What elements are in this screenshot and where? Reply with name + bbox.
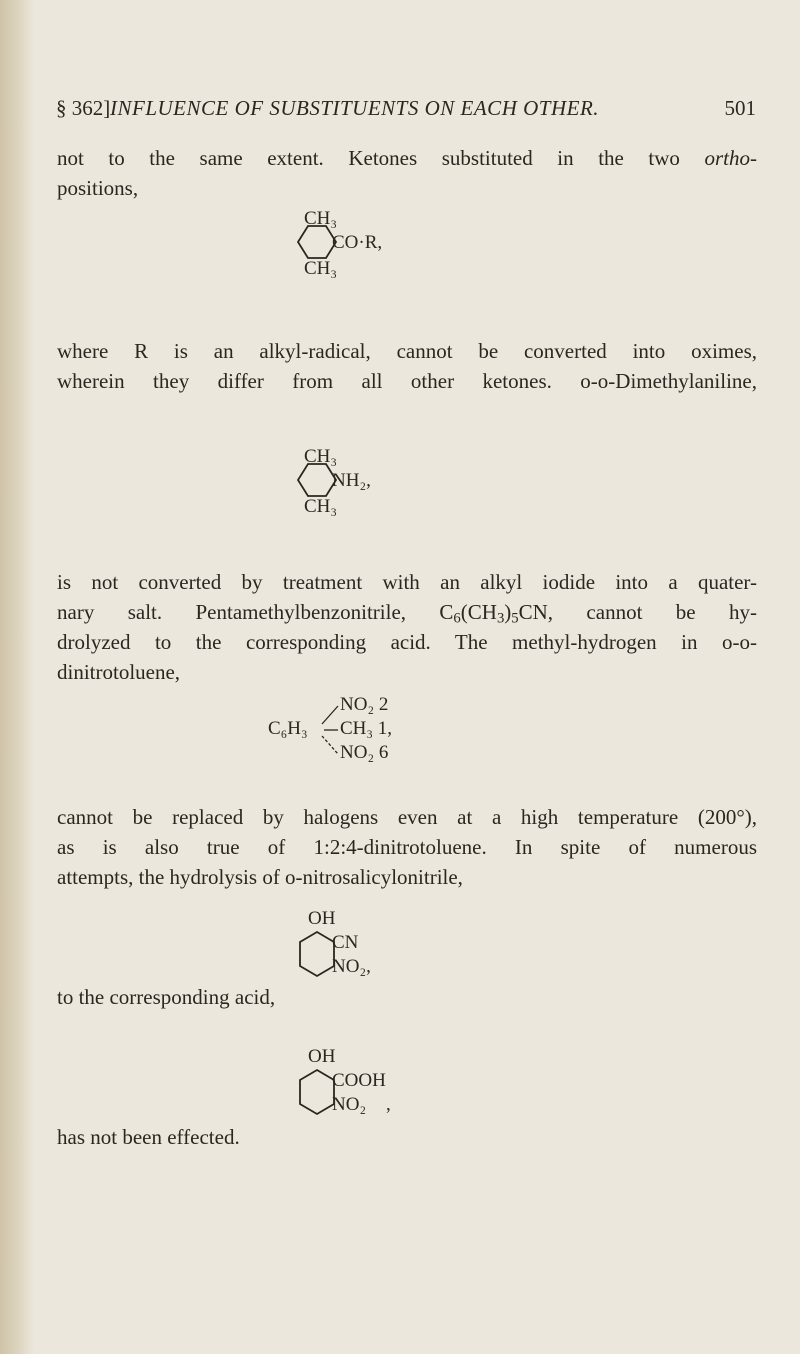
paragraph-line: positions,: [57, 176, 139, 200]
paragraph-line: dinitrotoluene,: [57, 660, 181, 684]
methyl-group-1: CH₃ 1,: [340, 718, 393, 739]
cyano-group: CN: [332, 932, 359, 953]
paragraph-line: to the corresponding acid,: [57, 985, 276, 1009]
hydroxyl-group: OH: [308, 1046, 336, 1067]
page-number: 501: [724, 96, 756, 120]
nitrosalicylic-acid-formula: [282, 1046, 422, 1146]
running-title: INFLUENCE OF SUBSTITUENTS ON EACH OTHER.: [110, 96, 600, 120]
ketone-top-group: CH₃: [304, 208, 338, 229]
nitrosalicylonitrile-formula: [282, 908, 402, 1008]
paragraph-line: drolyzed to the corresponding acid. The methyl-hydrogen in o-o-: [57, 630, 757, 654]
paragraph-line: wherein they differ from all other ketones. o-o-Dimethylaniline,: [57, 369, 757, 393]
paragraph-line: cannot be replaced by halogens even at a high temperature (200°),: [57, 805, 757, 829]
paragraph-line: where R is an alkyl-radical, cannot be converted into oximes,: [57, 339, 757, 363]
aniline-formula: [286, 440, 406, 550]
paragraph-line: is not converted by treatment with an alkyl iodide into a quater-: [57, 570, 757, 594]
dinitrotoluene-core: C₆H₃: [268, 718, 308, 739]
nitro-group: NO₂,: [332, 956, 371, 977]
aniline-side-group: NH₂,: [332, 470, 371, 491]
ketone-side-group: CO·R,: [332, 232, 383, 253]
paragraph-line: nary salt. Pentamethylbenzonitrile, $C_6(CH_3)_5CN$, cannot be hy-: [57, 600, 757, 627]
formula-comma: ,: [386, 1094, 391, 1115]
aniline-top-group: CH₃: [304, 446, 338, 467]
paragraph-line: as is also true of 1:2:4-dinitrotoluene. In spite of numerous: [57, 835, 757, 859]
ketone-formula: [286, 202, 406, 312]
nitro-group-6: NO₂ 6: [340, 742, 389, 763]
nitro-group-2: NO₂ 2: [340, 694, 389, 715]
hydroxyl-group: OH: [308, 908, 336, 929]
paragraph-line: attempts, the hydrolysis of o-nitrosalicylonitrile,: [57, 865, 463, 889]
dinitrotoluene-formula: [268, 690, 408, 790]
paragraph-line: has not been effected.: [57, 1125, 240, 1149]
ketone-bottom-group: CH₃: [304, 258, 338, 279]
running-header: [56, 96, 756, 128]
aniline-bottom-group: CH₃: [304, 496, 338, 517]
section-number: § 362]: [56, 96, 111, 120]
carboxyl-group: COOH: [332, 1070, 386, 1091]
nitro-group: NO₂: [332, 1094, 367, 1115]
paragraph-line: not to the same extent. Ketones substituted in the two ortho-: [57, 146, 757, 170]
